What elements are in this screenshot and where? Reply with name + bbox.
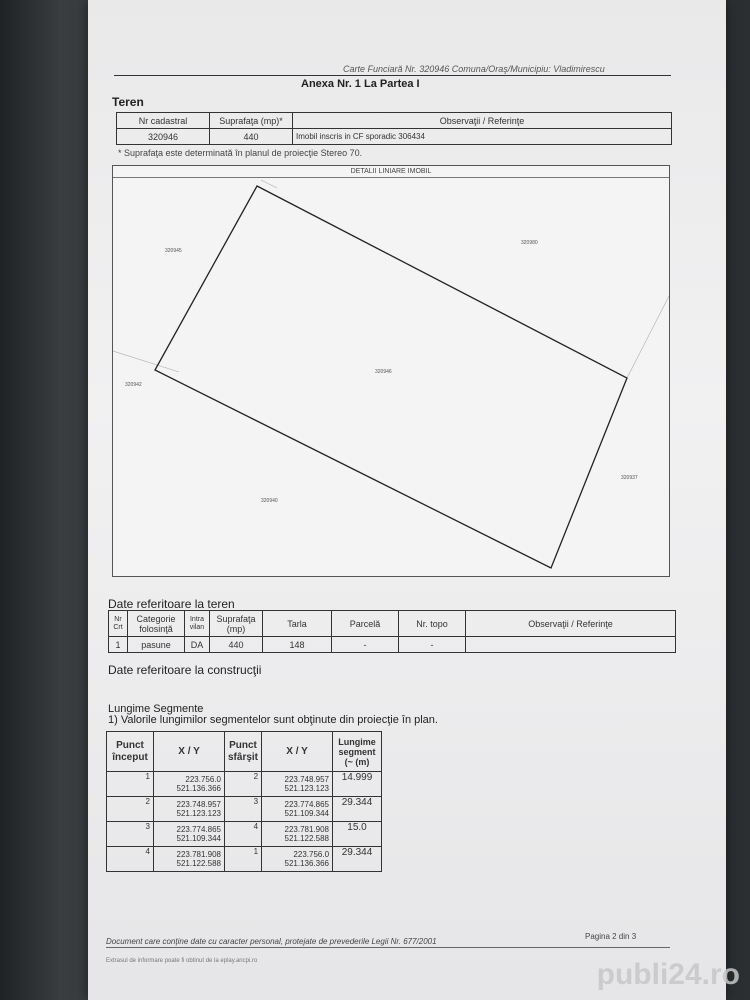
dt-cell-categorie: pasune: [128, 637, 185, 653]
seg-start-y: 521.109.344: [176, 834, 221, 843]
seg-col-start: Punct început: [107, 732, 154, 772]
neighbor-boundary-right: [627, 296, 669, 378]
footer-legal-note: Document care conţine date cu caracter personal, protejate de prevederile Legii Nr. 677/2001: [106, 937, 437, 946]
neighbor-boundary-left: [113, 351, 179, 372]
plan-label-bottom: 320940: [261, 498, 278, 504]
table-row: [107, 797, 382, 822]
seg-start-y: 521.122.588: [176, 859, 221, 868]
plan-title: DETALII LINIARE IMOBIL: [350, 168, 432, 175]
segmente-table: [106, 731, 382, 872]
seg-col-lungime: Lungime segment (~ (m): [333, 732, 382, 772]
document-page: [88, 0, 726, 1000]
seg-start-x: 223.774.865: [176, 825, 221, 834]
seg-end: 1: [225, 847, 262, 872]
teren-col-suprafata: Suprafaţa (mp)*: [210, 113, 293, 129]
seg-end-x: 223.756.0: [293, 850, 330, 859]
seg-end-y: 521.136.366: [284, 859, 330, 868]
dt-cell-tarla: 148: [263, 637, 332, 653]
seg-col-end-xy: X / Y: [262, 732, 333, 772]
seg-start-y: 521.123.123: [176, 809, 221, 818]
dt-cell-suprafata: 440: [210, 637, 263, 653]
seg-col-start-xy: X / Y: [154, 732, 225, 772]
carte-funciara-header: Carte Funciară Nr. 320946 Comuna/Oraş/Municipiu: Vladimirescu: [343, 64, 605, 74]
seg-end-y: 521.123.123: [284, 784, 330, 793]
seg-end-x: 223.748.957: [284, 775, 330, 784]
seg-start-x: 223.781.908: [176, 850, 221, 859]
seg-len: 29.344: [333, 847, 382, 872]
plan-label-top-right: 320980: [521, 240, 538, 246]
dt-col-tarla: Tarla: [263, 611, 332, 637]
seg-end-x: 223.774.865: [284, 800, 330, 809]
seg-end: 4: [225, 822, 262, 847]
seg-len: 14.999: [333, 772, 382, 797]
teren-col-observatii: Observaţii / Referinţe: [293, 113, 672, 129]
seg-end-y: 521.122.588: [284, 834, 330, 843]
seg-end: 2: [225, 772, 262, 797]
plan-label-right: 320937: [621, 475, 638, 481]
seg-end-x: 223.781.908: [284, 825, 330, 834]
teren-cell-observatii: Imobil inscris in CF sporadic 306434: [293, 129, 672, 145]
header-rule: [114, 75, 671, 76]
teren-table: [116, 112, 672, 145]
date-teren-title: Date referitoare la teren: [108, 597, 235, 611]
table-row: [107, 772, 382, 797]
plan-label-main: 320946: [375, 369, 392, 375]
segmente-subtitle: 1) Valorile lungimilor segmentelor sunt obţinute din proiecţie în plan.: [108, 714, 438, 726]
plan-frame: [112, 165, 670, 577]
teren-note: * Suprafaţa este determinată în planul de proiecţie Stereo 70.: [118, 148, 363, 158]
seg-col-end: Punct sfârşit: [225, 732, 262, 772]
plan-label-top-left: 320945: [165, 248, 182, 254]
footer-bottom-note: Extrasul de informare poate fi obtinut de la eplay.ancpi.ro: [106, 958, 258, 964]
teren-title: Teren: [112, 95, 144, 109]
footer-page-number: Pagina 2 din 3: [585, 932, 637, 941]
dt-cell-intravilan: DA: [185, 637, 210, 653]
date-teren-table: [108, 610, 676, 653]
seg-len: 15.0: [333, 822, 382, 847]
parcel-outline: [155, 186, 627, 568]
teren-cell-nr-cadastral: 320946: [117, 129, 210, 145]
dt-col-observatii: Observaţii / Referinţe: [466, 611, 676, 637]
seg-start-x: 223.748.957: [176, 800, 221, 809]
segmente-title: Lungime Segmente: [108, 703, 204, 715]
dt-cell-observatii: [466, 637, 676, 653]
footer-rule: [106, 947, 670, 948]
seg-start: 2: [107, 797, 154, 822]
seg-start: 4: [107, 847, 154, 872]
dt-col-intravilan: Intra vilan: [185, 611, 210, 637]
teren-col-nr-cadastral: Nr cadastral: [117, 113, 210, 129]
dt-col-categorie: Categorie folosinţă: [128, 611, 185, 637]
dt-col-nr-topo: Nr. topo: [399, 611, 466, 637]
seg-end: 3: [225, 797, 262, 822]
teren-cell-suprafata: 440: [210, 129, 293, 145]
dt-col-parcela: Parcelă: [332, 611, 399, 637]
date-constructii-title: Date referitoare la construcţii: [108, 663, 262, 677]
neighbor-boundary-top: [261, 180, 277, 188]
publi24-watermark: publi24.ro: [596, 958, 740, 991]
table-row: [107, 847, 382, 872]
plan-label-left: 320942: [125, 382, 142, 388]
table-row: [107, 822, 382, 847]
dt-cell-nr-crt: 1: [109, 637, 128, 653]
dt-cell-parcela: -: [332, 637, 399, 653]
seg-start-y: 521.136.366: [176, 784, 221, 793]
dt-col-nr-crt: Nr Crt: [109, 611, 128, 637]
seg-end-y: 521.109.344: [284, 809, 330, 818]
dt-col-suprafata: Suprafaţa (mp): [210, 611, 263, 637]
seg-start: 1: [107, 772, 154, 797]
seg-start-x: 223.756.0: [185, 775, 221, 784]
anexa-title: Anexa Nr. 1 La Partea I: [301, 78, 420, 90]
dt-cell-nr-topo: -: [399, 637, 466, 653]
seg-len: 29.344: [333, 797, 382, 822]
seg-start: 3: [107, 822, 154, 847]
